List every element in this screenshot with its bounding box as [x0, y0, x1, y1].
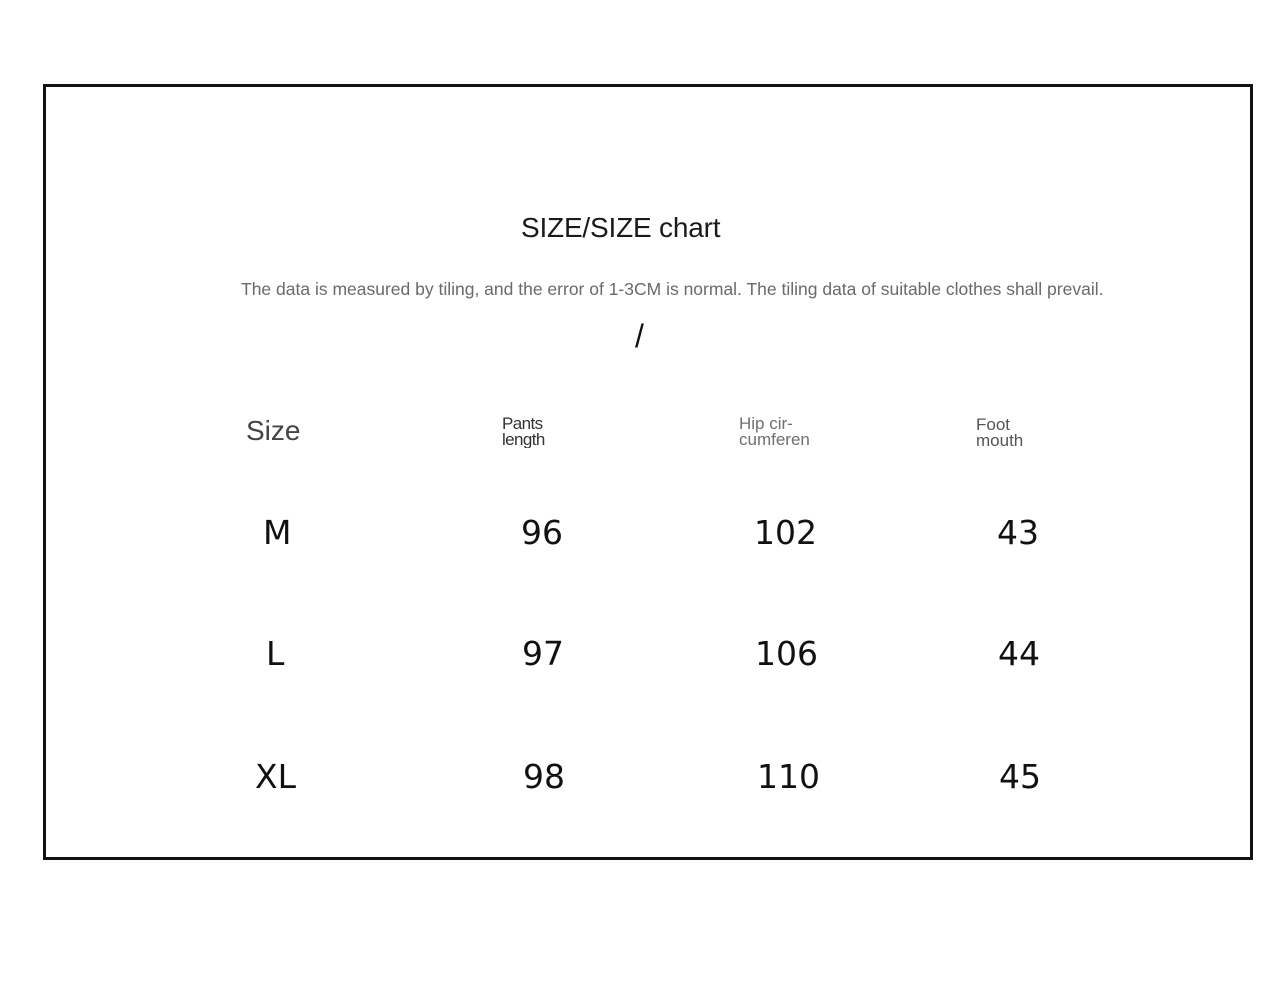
table-cell-hip: 102	[754, 513, 817, 552]
table-cell-size: L	[266, 634, 285, 673]
table-cell-hip: 110	[757, 757, 820, 796]
table-cell-hip: 106	[755, 634, 818, 673]
column-header-hip-circumference: Hip cir-cumferen	[739, 416, 810, 448]
table-cell-size: M	[263, 513, 292, 552]
table-cell-size: XL	[255, 757, 296, 796]
size-chart-frame	[43, 84, 1253, 860]
separator-slash: /	[635, 318, 644, 354]
column-header-foot-mouth: Foot mouth	[976, 417, 1024, 449]
table-cell-pants-length: 96	[521, 513, 563, 552]
measurement-note: The data is measured by tiling, and the error of 1-3CM is normal. The tiling data of suitable clothes shall prevail.	[241, 279, 1104, 299]
table-cell-foot-mouth: 43	[997, 513, 1039, 552]
table-cell-foot-mouth: 44	[998, 634, 1040, 673]
column-header-pants-length: Pants length	[502, 416, 545, 448]
chart-title: SIZE/SIZE chart	[521, 212, 721, 243]
column-header-size: Size	[246, 415, 301, 446]
table-cell-foot-mouth: 45	[999, 757, 1041, 796]
table-cell-pants-length: 98	[523, 757, 565, 796]
table-cell-pants-length: 97	[522, 634, 564, 673]
